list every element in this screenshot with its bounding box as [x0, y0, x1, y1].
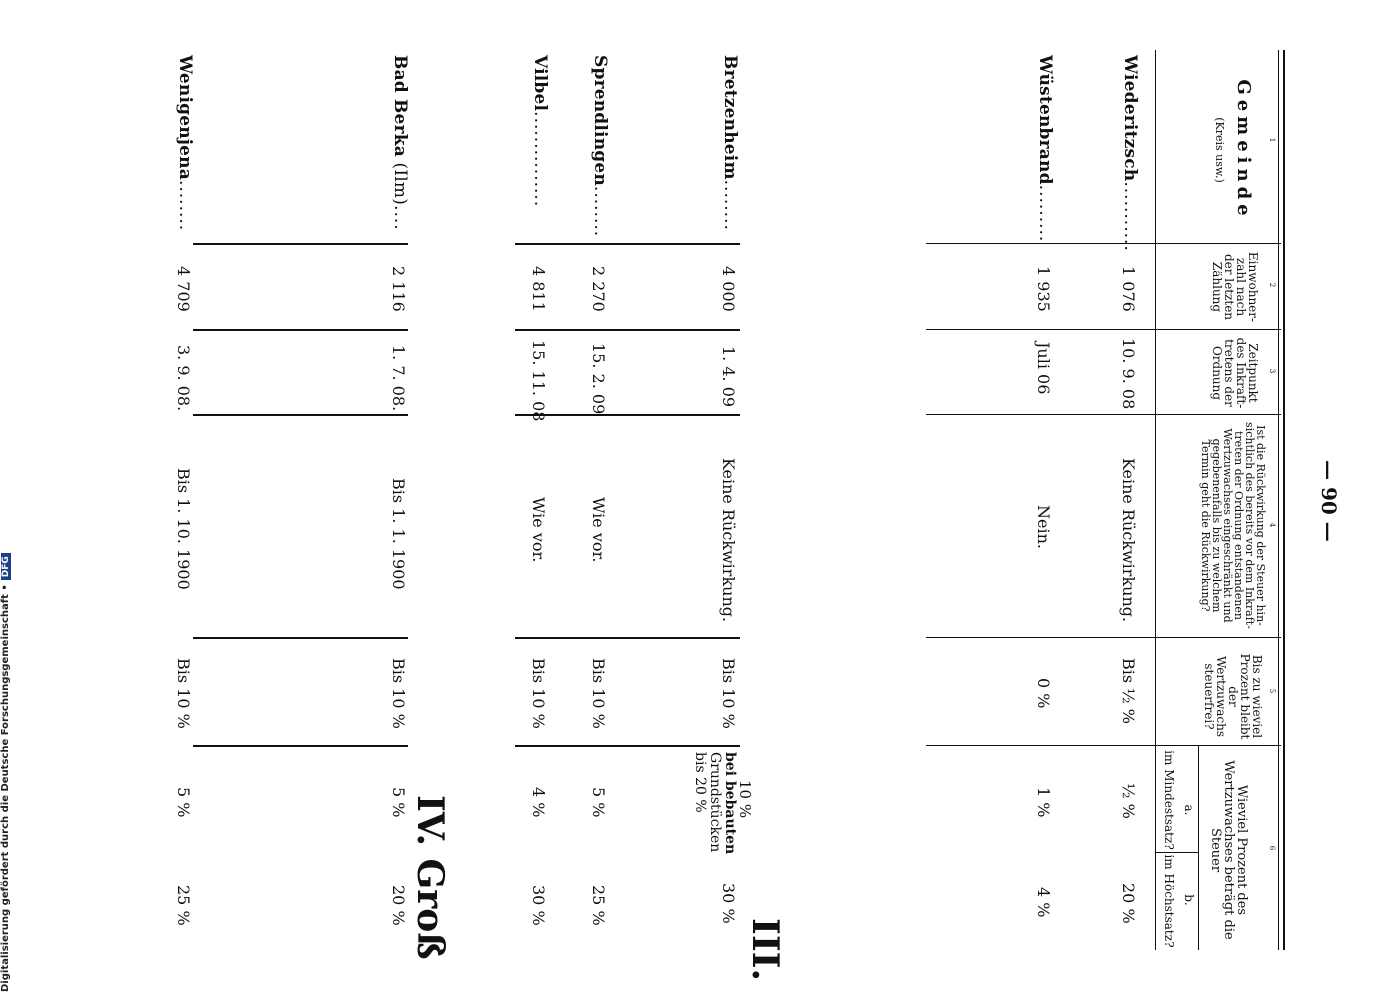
- gemeinde-name: Wiederitzsch: [1120, 55, 1140, 182]
- leader-dots: ...............: [530, 111, 550, 208]
- col4-header: Ist die Rückwirkung der Steuer hin-sichtlich des bereits vor dem Inkraft-treten der Ordnung entstandenen Wertzuwachses eingeschränkt und gegebenenfalls bis zu welchem Termin geht die Rückwirkung?: [1199, 422, 1267, 629]
- row-gemeinde: [532, 55, 548, 207]
- body-col-sep-1c: [193, 243, 408, 245]
- body-col-sep-5a: [926, 745, 1156, 746]
- col5-header: Bis zu wieviel Prozent bleibt der Wertzuwachs steuerfrei?: [1202, 653, 1264, 740]
- body-col-sep-2b: [515, 329, 740, 331]
- col6-header: Wieviel Prozent des Wertzuwachses beträgt die Steuer: [1208, 760, 1249, 940]
- row-gemeinde: [1037, 55, 1053, 242]
- row-einwohner: 4 000: [719, 266, 738, 312]
- row-min-note: bei bebauten: [722, 752, 738, 855]
- leader-dots: ........: [175, 179, 195, 232]
- body-col-sep-2a: [926, 329, 1156, 330]
- row-min: 10 %: [736, 780, 754, 819]
- row-rueckwirkung: Wie vor.: [529, 497, 548, 563]
- body-col-sep-5b: [515, 745, 740, 747]
- col6b-letter: b.: [1182, 894, 1196, 906]
- col-sep-2: [1156, 329, 1281, 330]
- leader-dots: .........: [1035, 184, 1055, 243]
- gemeinde-name: Bad Berka: [390, 55, 410, 157]
- body-col-sep-1b: [515, 243, 740, 245]
- row-zeitpunkt: Juli 06: [1034, 342, 1053, 395]
- row-max: 25 %: [174, 885, 193, 926]
- row-min: 5 %: [174, 787, 193, 818]
- gemeinde-suffix: (Ilm): [390, 156, 410, 206]
- body-col-sep-4c: [193, 637, 408, 639]
- col3-header: Zeitpunkt des Inkraft-tretens der Ordnung: [1210, 337, 1260, 409]
- row-max: 4 %: [1034, 887, 1053, 918]
- body-col-sep-4a: [926, 637, 1156, 638]
- footer-credit: [0, 556, 11, 1000]
- row-min: 5 %: [389, 787, 408, 818]
- row-max: 30 %: [719, 883, 738, 924]
- row-steuerfrei: 0 %: [1034, 678, 1053, 709]
- row-rueckwirkung: Keine Rückwirkung.: [719, 458, 738, 623]
- col-number-3: 3: [1268, 368, 1276, 374]
- gemeinde-name: Wüstenbrand: [1035, 55, 1055, 185]
- row-min-note: bis 20 %: [692, 752, 708, 813]
- col-sep-4: [1156, 637, 1281, 638]
- table-top-rule: [1283, 50, 1285, 950]
- row-gemeinde: [392, 55, 408, 231]
- row-einwohner: 4 811: [529, 266, 548, 312]
- row-zeitpunkt: 15. 11. 08: [529, 340, 548, 422]
- row-rueckwirkung: Wie vor.: [589, 497, 608, 563]
- leader-dots: ........: [720, 179, 740, 231]
- table-top-rule-2: [1278, 50, 1279, 950]
- body-col-sep-3c: [193, 414, 408, 416]
- col-number-1: 1: [1268, 137, 1276, 143]
- row-gemeinde: [177, 55, 193, 231]
- col-sep-3: [1156, 414, 1281, 415]
- row-einwohner: 1 076: [1119, 266, 1138, 312]
- header-bottom-rule: [1155, 50, 1156, 950]
- row-zeitpunkt: 3. 9. 08.: [174, 345, 193, 412]
- row-min: 1 %: [1034, 787, 1053, 818]
- footer-credit-text: Digitalisierung gefördert durch die Deutsche Forschungsgemeinschaft •: [0, 584, 11, 992]
- section-heading-iii: III.: [744, 918, 786, 982]
- col-sep-1: [1156, 243, 1281, 244]
- row-gemeinde: [592, 55, 608, 237]
- col6b-header: im Höchstsatz?: [1162, 854, 1176, 948]
- body-col-sep-3a: [926, 414, 1156, 415]
- col-number-4: 4: [1268, 522, 1276, 528]
- row-gemeinde: [722, 55, 738, 231]
- row-rueckwirkung: Bis 1. 10. 1900: [174, 468, 193, 590]
- body-col-sep-2c: [193, 329, 408, 331]
- row-max: 25 %: [589, 885, 608, 926]
- leader-dots: ........: [590, 185, 610, 238]
- footer-bar: [0, 0, 22, 1000]
- row-zeitpunkt: 1. 4. 09: [719, 346, 738, 408]
- col6a-header: im Mindestsatz?: [1162, 750, 1176, 850]
- leader-dots: ...........: [1120, 181, 1140, 252]
- row-steuerfrei: Bis 10 %: [529, 658, 548, 729]
- row-rueckwirkung: Nein.: [1034, 505, 1053, 549]
- row-min-note: Grundstücken: [707, 752, 723, 853]
- row-rueckwirkung: Keine Rückwirkung.: [1119, 458, 1138, 623]
- col-number-6: 6: [1268, 845, 1276, 851]
- row-zeitpunkt: 10. 9. 08: [1119, 338, 1138, 410]
- row-einwohner: 2 270: [589, 266, 608, 312]
- row-steuerfrei: Bis 10 %: [389, 658, 408, 729]
- col-sep-5: [1156, 745, 1281, 746]
- col1-subtitle: (Kreis usw.): [1213, 117, 1226, 183]
- body-col-sep-4b: [515, 637, 740, 639]
- row-max: 20 %: [1119, 883, 1138, 924]
- row-steuerfrei: Bis 10 %: [719, 658, 738, 729]
- row-steuerfrei: Bis 10 %: [174, 658, 193, 729]
- col-number-5: 5: [1268, 688, 1276, 694]
- row-max: 30 %: [529, 885, 548, 926]
- row-einwohner: 4 709: [174, 266, 193, 312]
- page-number: — 90 —: [1317, 460, 1341, 542]
- gemeinde-name: Wenigenjena: [175, 55, 195, 180]
- col-number-2: 2: [1268, 282, 1276, 288]
- col1-title: Gemeinde: [1233, 79, 1254, 221]
- col6-split-rule: [1198, 745, 1199, 950]
- gemeinde-name: Vilbel: [530, 55, 550, 112]
- col6a-letter: a.: [1182, 804, 1196, 816]
- col2-header: Einwohner-zahl nach der letzten Zählung: [1210, 251, 1260, 323]
- row-min: 4 %: [529, 787, 548, 818]
- row-steuerfrei: Bis 10 %: [589, 658, 608, 729]
- section-heading-iv: IV. Groß: [409, 795, 451, 960]
- body-col-sep-5c: [193, 745, 408, 747]
- row-zeitpunkt: 1. 7. 08.: [389, 345, 408, 412]
- row-gemeinde: [1122, 55, 1138, 252]
- body-col-sep-3b: [515, 414, 740, 416]
- gemeinde-name: Bretzenheim: [720, 55, 740, 180]
- gemeinde-name: Sprendlingen: [590, 55, 610, 186]
- row-min: ½ %: [1119, 783, 1138, 819]
- leader-dots: ....: [390, 205, 410, 231]
- row-min: 5 %: [589, 787, 608, 818]
- row-rueckwirkung: Bis 1. 1. 1900: [389, 478, 408, 590]
- row-einwohner: 1 935: [1034, 266, 1053, 312]
- dfg-logo: DFG: [1, 553, 11, 580]
- row-steuerfrei: Bis ½ %: [1119, 658, 1138, 724]
- row-einwohner: 2 116: [389, 266, 408, 312]
- row-max: 20 %: [389, 885, 408, 926]
- row-zeitpunkt: 15. 2. 09: [589, 343, 608, 415]
